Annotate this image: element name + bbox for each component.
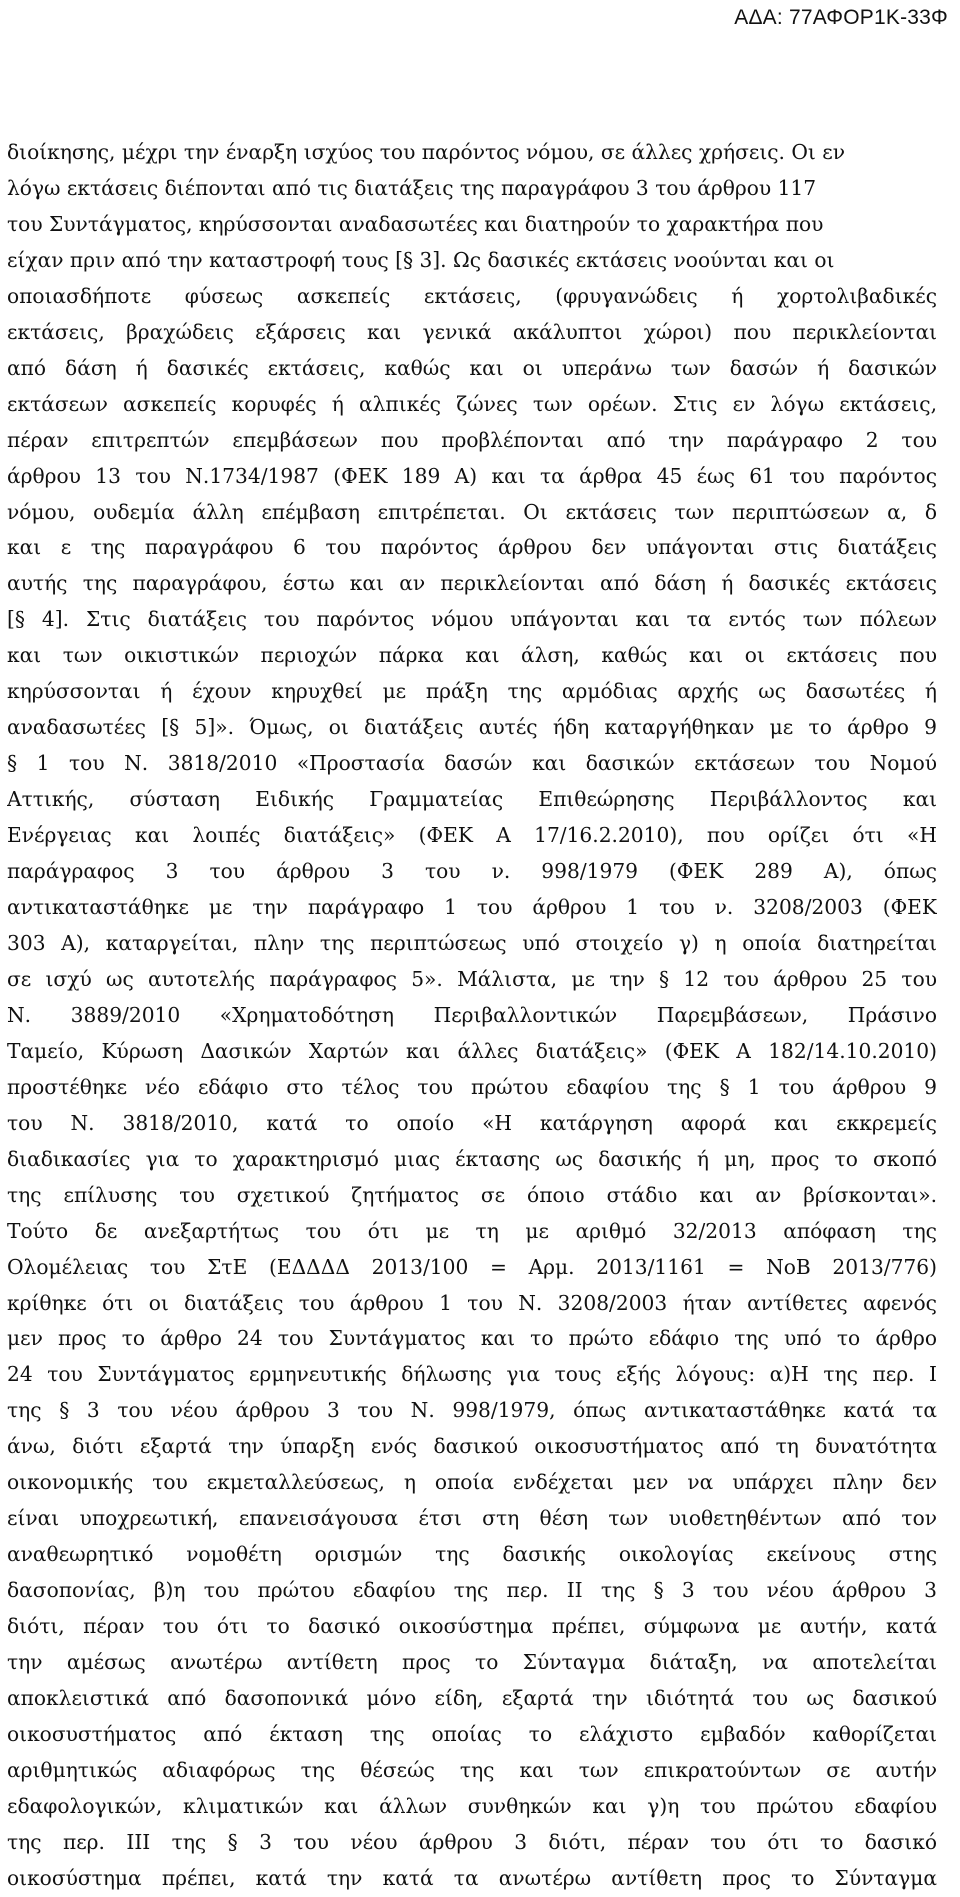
- text-line: λόγω εκτάσεις διέπονται από τις διατάξεις της παραγράφου 3 του άρθρου 117: [7, 175, 817, 200]
- text-line: είχαν πριν από την καταστροφή τους [§ 3]. Ως δασικές εκτάσεις νοούνται και οι: [7, 247, 835, 272]
- text-line: § 1 του Ν. 3818/2010 «Προστασία δασών και δασικών εκτάσεων του Νομού: [7, 751, 937, 776]
- text-line: προστέθηκε νέο εδάφιο στο τέλος του πρώτου εδαφίου της § 1 του άρθρου 9: [7, 1074, 937, 1099]
- text-line: Ταμείο, Κύρωση Δασικών Χαρτών και άλλες διατάξεις» (ΦΕΚ Α 182/14.10.2010): [7, 1038, 937, 1063]
- text-line: αριθμητικώς αδιαφόρως της θέσεώς της και των επικρατούντων σε αυτήν: [7, 1757, 937, 1782]
- text-line: οικοσύστημα πρέπει, κατά την κατά τα ανωτέρω αντίθετη προς το Σύνταγμα: [7, 1865, 937, 1890]
- text-line: παράγραφος 3 του άρθρου 3 του ν. 998/1979 (ΦΕΚ 289 Α), όπως: [7, 859, 937, 884]
- text-line: αποκλειστικά από δασοπονικά μόνο είδη, εξαρτά την ιδιότητά του ως δασικού: [7, 1685, 937, 1710]
- text-line: Ολομέλειας του ΣτΕ (ΕΔΔΔΔ 2013/100 = Αρμ. 2013/1161 = ΝοΒ 2013/776): [7, 1254, 937, 1279]
- text-line: της περ. ΙΙΙ της § 3 του νέου άρθρου 3 διότι, πέραν του ότι το δασικό: [7, 1829, 937, 1854]
- text-line: οικοσυστήματος από έκταση της οποίας το ελάχιστο εμβαδόν καθορίζεται: [7, 1721, 937, 1746]
- text-line: άρθρου 13 του Ν.1734/1987 (ΦΕΚ 189 Α) και τα άρθρα 45 έως 61 του παρόντος: [7, 463, 937, 488]
- text-line: εκτάσεις, βραχώδεις εξάρσεις και γενικά ακάλυπτοι χώροι) που περικλείονται: [7, 319, 937, 344]
- text-line: διότι, πέραν του ότι το δασικό οικοσύστημα πρέπει, σύμφωνα με αυτήν, κατά: [7, 1614, 937, 1639]
- text-line: Αττικής, σύσταση Ειδικής Γραμματείας Επιθεώρησης Περιβάλλοντος και: [7, 787, 937, 812]
- text-line: νόμου, ουδεμία άλλη επέμβαση επιτρέπεται. Οι εκτάσεις των περιπτώσεων α, δ: [7, 499, 937, 524]
- text-line: 24 του Συντάγματος ερμηνευτικής δήλωσης για τους εξής λόγους: α)Η της περ. Ι: [7, 1362, 937, 1387]
- text-line: του Ν. 3818/2010, κατά το οποίο «Η κατάργηση αφορά και εκκρεμείς: [7, 1110, 937, 1135]
- text-line: από δάση ή δασικές εκτάσεις, καθώς και οι υπεράνω των δασών ή δασικών: [7, 355, 937, 380]
- text-line: της § 3 του νέου άρθρου 3 του Ν. 998/1979, όπως αντικαταστάθηκε κατά τα: [7, 1398, 937, 1423]
- text-line: αναθεωρητικό νομοθέτη ορισμών της δασικής οικολογίας εκείνους στης: [7, 1542, 937, 1567]
- text-line: αναδασωτέες [§ 5]». Όμως, οι διατάξεις αυτές ήδη καταργήθηκαν με το άρθρο 9: [7, 715, 937, 740]
- text-line: την αμέσως ανωτέρω αντίθετη προς το Σύνταγμα διάταξη, να αποτελείται: [7, 1650, 937, 1675]
- text-line: 303 Α), καταργείται, πλην της περιπτώσεως υπό στοιχείο γ) η οποία διατηρείται: [7, 930, 937, 955]
- text-line: και των οικιστικών περιοχών πάρκα και άλση, καθώς και οι εκτάσεις που: [7, 643, 937, 668]
- text-line: διοίκησης, μέχρι την έναρξη ισχύος του παρόντος νόμου, σε άλλες χρήσεις. Οι εν: [7, 140, 845, 164]
- ada-header: ΑΔΑ: 77ΑΦΟΡ1Κ-33Φ: [734, 6, 948, 29]
- text-line: άνω, διότι εξαρτά την ύπαρξη ενός δασικού οικοσυστήματος από τη δυνατότητα: [7, 1434, 937, 1459]
- text-line: Ν. 3889/2010 «Χρηματοδότηση Περιβαλλοντικών Παρεμβάσεων, Πράσινο: [7, 1002, 937, 1027]
- text-line: οποιασδήποτε φύσεως ασκεπείς εκτάσεις, (φρυγανώδεις ή χορτολιβαδικές: [7, 283, 937, 308]
- text-line: εδαφολογικών, κλιματικών και άλλων συνθηκών και γ)η του πρώτου εδαφίου: [7, 1793, 937, 1818]
- text-line: [§ 4]. Στις διατάξεις του παρόντος νόμου υπάγονται και τα εντός των πόλεων: [7, 607, 937, 632]
- text-line: μεν προς το άρθρο 24 του Συντάγματος και το πρώτο εδάφιο της υπό το άρθρο: [7, 1326, 937, 1351]
- text-line: αυτής της παραγράφου, έστω και αν περικλείονται από δάση ή δασικές εκτάσεις: [7, 571, 937, 596]
- text-line: Τούτο δε ανεξαρτήτως του ότι με τη με αριθμό 32/2013 απόφαση της: [7, 1218, 937, 1243]
- text-line: πέραν επιτρεπτών επεμβάσεων που προβλέπονται από την παράγραφο 2 του: [7, 427, 937, 452]
- text-line: του Συντάγματος, κηρύσσονται αναδασωτέες και διατηρούν το χαρακτήρα που: [7, 211, 824, 236]
- text-line: Ενέργειας και λοιπές διατάξεις» (ΦΕΚ Α 17/16.2.2010), που ορίζει ότι «Η: [7, 823, 937, 848]
- text-line: και ε της παραγράφου 6 του παρόντος άρθρου δεν υπάγονται στις διατάξεις: [7, 535, 937, 560]
- text-line: διαδικασίες για το χαρακτηρισμό μιας έκτασης ως δασικής ή μη, προς το σκοπό: [7, 1146, 937, 1171]
- document-body-text: [7, 135, 937, 1897]
- text-line: εκτάσεων ασκεπείς κορυφές ή αλπικές ζώνες των ορέων. Στις εν λόγω εκτάσεις,: [7, 391, 937, 416]
- text-line: αντικαταστάθηκε με την παράγραφο 1 του άρθρου 1 του ν. 3208/2003 (ΦΕΚ: [7, 895, 937, 920]
- text-line: κηρύσσονται ή έχουν κηρυχθεί με πράξη της αρμόδιας αρχής ως δασωτέες ή: [7, 679, 937, 704]
- text-line: σε ισχύ ως αυτοτελής παράγραφος 5». Μάλιστα, με την § 12 του άρθρου 25 του: [7, 966, 937, 991]
- text-line: κρίθηκε ότι οι διατάξεις του άρθρου 1 του Ν. 3208/2003 ήταν αντίθετες αφενός: [7, 1290, 937, 1315]
- text-line: της επίλυσης του σχετικού ζητήματος σε όποιο στάδιο και αν βρίσκονται».: [7, 1182, 937, 1207]
- text-line: δασοπονίας, β)η του πρώτου εδαφίου της περ. ΙΙ της § 3 του νέου άρθρου 3: [7, 1578, 937, 1603]
- text-line: οικονομικής του εκμεταλλεύσεως, η οποία ενδέχεται μεν να υπάρχει πλην δεν: [7, 1470, 937, 1495]
- text-line: είναι υποχρεωτική, επανεισάγουσα έτσι στη θέση των υιοθετηθέντων από τον: [7, 1506, 937, 1531]
